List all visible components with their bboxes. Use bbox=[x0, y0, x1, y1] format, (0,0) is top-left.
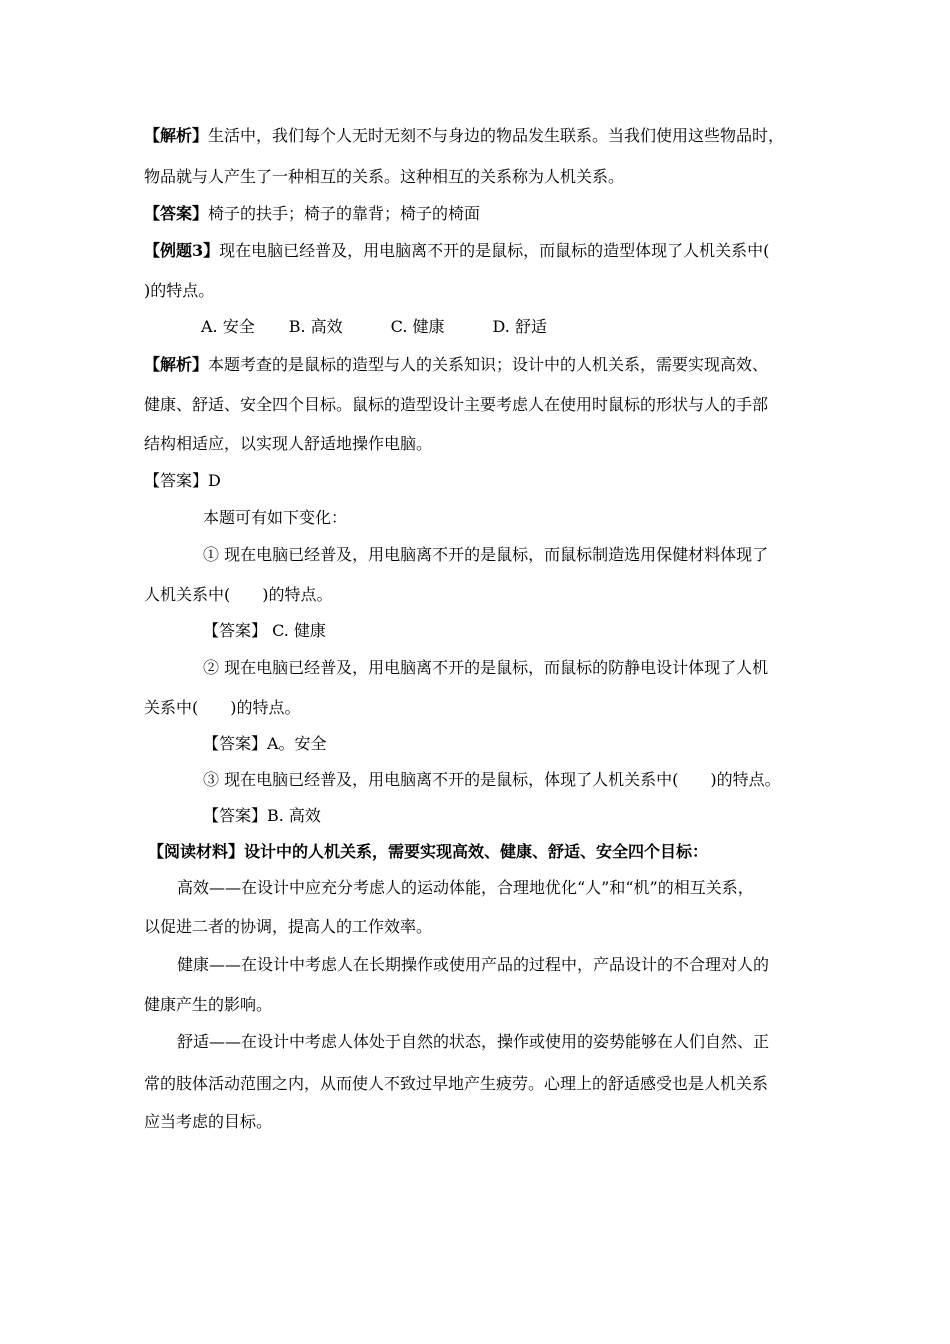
analysis2-line-3: 结构相适应，以实现人舒适地操作电脑。 bbox=[144, 434, 433, 453]
analysis2-line-2: 健康、舒适、安全四个目标。鼠标的造型设计主要考虑人在使用时鼠标的形状与人的手部 bbox=[144, 395, 769, 414]
example-tag: 【例题3】 bbox=[144, 241, 220, 260]
variation2-line-2: 关系中( )的特点。 bbox=[144, 698, 301, 717]
variation2-answer: 【答案】A。安全 bbox=[203, 734, 327, 753]
answer-line-1 bbox=[144, 203, 480, 225]
option-d: D. 舒适 bbox=[492, 317, 547, 336]
variation3-line: ③ 现在电脑已经普及，用电脑离不开的是鼠标，体现了人机关系中( )的特点。 bbox=[203, 770, 781, 789]
answer-tag: 【答案】 bbox=[144, 204, 209, 223]
comfort-line-3: 应当考虑的目标。 bbox=[144, 1112, 273, 1131]
answer2-line: 【答案】D bbox=[144, 471, 221, 490]
reading-material-heading: 【阅读材料】设计中的人机关系，需要实现高效、健康、舒适、安全四个目标： bbox=[148, 842, 709, 861]
analysis-line-2: 物品就与人产生了一种相互的关系。这种相互的关系称为人机关系。 bbox=[144, 167, 625, 186]
comfort-line-1: 舒适——在设计中考虑人体处于自然的状态，操作或使用的姿势能够在人们自然、正 bbox=[177, 1032, 770, 1051]
variation3-answer: 【答案】B. 高效 bbox=[203, 806, 321, 825]
analysis-tag: 【解析】 bbox=[144, 126, 209, 145]
analysis2-tag: 【解析】 bbox=[144, 355, 209, 374]
option-b: B. 高效 bbox=[288, 317, 343, 336]
analysis-line-1 bbox=[144, 125, 784, 147]
option-c: C. 健康 bbox=[390, 317, 445, 336]
variation-intro: 本题可有如下变化： bbox=[203, 508, 348, 527]
example-text: 现在电脑已经普及，用电脑离不开的是鼠标，而鼠标的造型体现了人机关系中( bbox=[219, 241, 770, 260]
answer-text: 椅子的扶手；椅子的靠背；椅子的椅面 bbox=[208, 204, 481, 223]
health-line-1: 健康——在设计中考虑人在长期操作或使用产品的过程中，产品设计的不合理对人的 bbox=[177, 955, 770, 974]
options-line bbox=[201, 316, 547, 338]
comfort-line-2: 常的肢体活动范围之内，从而使人不致过早地产生疲劳。心理上的舒适感受也是人机关系 bbox=[144, 1074, 769, 1093]
health-line-2: 健康产生的影响。 bbox=[144, 995, 273, 1014]
example-line-2: )的特点。 bbox=[144, 281, 215, 300]
analysis-text: 生活中，我们每个人无时无刻不与身边的物品发生联系。当我们使用这些物品时， bbox=[208, 126, 785, 145]
variation2-line-1: ② 现在电脑已经普及，用电脑离不开的是鼠标，而鼠标的防静电设计体现了人机 bbox=[203, 658, 769, 677]
efficiency-line-2: 以促进二者的协调，提高人的工作效率。 bbox=[144, 917, 433, 936]
analysis2-line-1 bbox=[144, 354, 768, 376]
variation1-line-2: 人机关系中( )的特点。 bbox=[144, 585, 333, 604]
analysis2-text: 本题考查的是鼠标的造型与人的关系知识；设计中的人机关系，需要实现高效、 bbox=[208, 355, 769, 374]
variation1-line-1: ① 现在电脑已经普及，用电脑离不开的是鼠标，而鼠标制造选用保健材料体现了 bbox=[203, 545, 769, 564]
option-a: A. 安全 bbox=[201, 317, 255, 336]
variation1-answer: 【答案】 C. 健康 bbox=[203, 621, 326, 640]
example-line-1 bbox=[144, 240, 769, 262]
efficiency-line-1: 高效——在设计中应充分考虑人的运动体能，合理地优化“人”和“机”的相互关系， bbox=[177, 878, 754, 897]
